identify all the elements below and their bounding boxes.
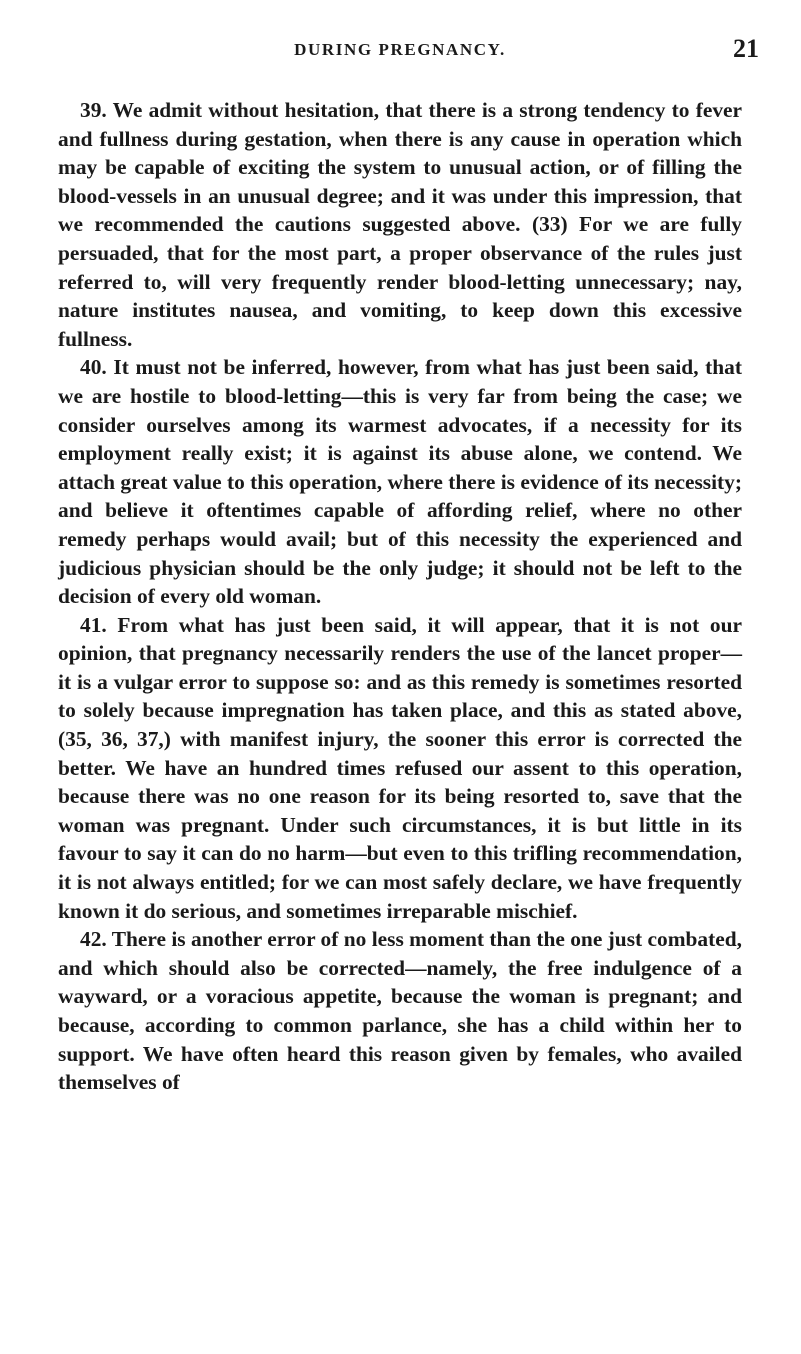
- paragraph-text: We admit without hesitation, that there is a strong tendency to fever and fullness during gestation, when there is any cause in operation which may be capable of exciting the system to unusual action, or of filling the blood-vessels in an unusual degree; and it was under this impression, that we recommended the cautions suggested above. (33) For we are fully persuaded, that for the most part, a proper observance of the rules just referred to, will very frequently render blood-letting unnecessary; nay, nature institutes nausea, and vomiting, to keep down this excessive fullness.: [58, 98, 743, 351]
- paragraph-number: 39.: [80, 98, 107, 122]
- running-head: [55, 34, 759, 70]
- paragraph-text: It must not be inferred, however, from what has just been said, that we are hostile to blood-letting—this is very far from being the case; we consider ourselves among its warmest advocates, if a necessity for its employment really exist; it is against its abuse alone, we contend. We attach great value to this operation, where there is evidence of its necessity; and believe it oftentimes capable of affording relief, where no other remedy perhaps would avail; but of this necessity the experienced and judicious physician should be the only judge; it should not be left to the decision of every old woman.: [58, 355, 742, 609]
- paragraph-number: 42.: [80, 927, 107, 952]
- page-number: 21: [733, 34, 759, 63]
- paragraph-40: [58, 353, 742, 610]
- paragraph-text: There is another error of no less moment than the one just combated, and which should also be corrected—namely, the free indulgence of a wayward, or a voracious appetite, because the woman is pregnant; and because, according to common parlance, she has a child within her to support. We have often heard this reason given by females, who availed themselves of: [58, 927, 742, 1095]
- paragraph-39: [58, 96, 742, 353]
- body-text: [58, 96, 742, 1097]
- paragraph-number: 40.: [80, 355, 107, 380]
- running-title: DURING PREGNANCY.: [294, 40, 506, 59]
- paragraph-42: [58, 925, 742, 1097]
- paragraph-text: From what has just been said, it will appear, that it is not our opinion, that pregnancy necessarily renders the use of the lancet proper—it is a vulgar error to suppose so: and as this remedy is sometimes resorted to solely because impregnation has taken place, and this as stated above, (35, 36, 37,) with manifest injury, the sooner this error is corrected the better. We have an hundred times refused our assent to this operation, because there was no one reason for its being resorted to, save that the woman was pregnant. Under such circumstances, it is but little in its favour to say it can do no harm—but even to this trifling recommendation, it is not always entitled; for we can most safely declare, we have frequently known it do serious, and sometimes irreparable mischief.: [58, 612, 742, 923]
- paragraph-number: 41.: [80, 612, 107, 637]
- paragraph-41: [58, 611, 742, 926]
